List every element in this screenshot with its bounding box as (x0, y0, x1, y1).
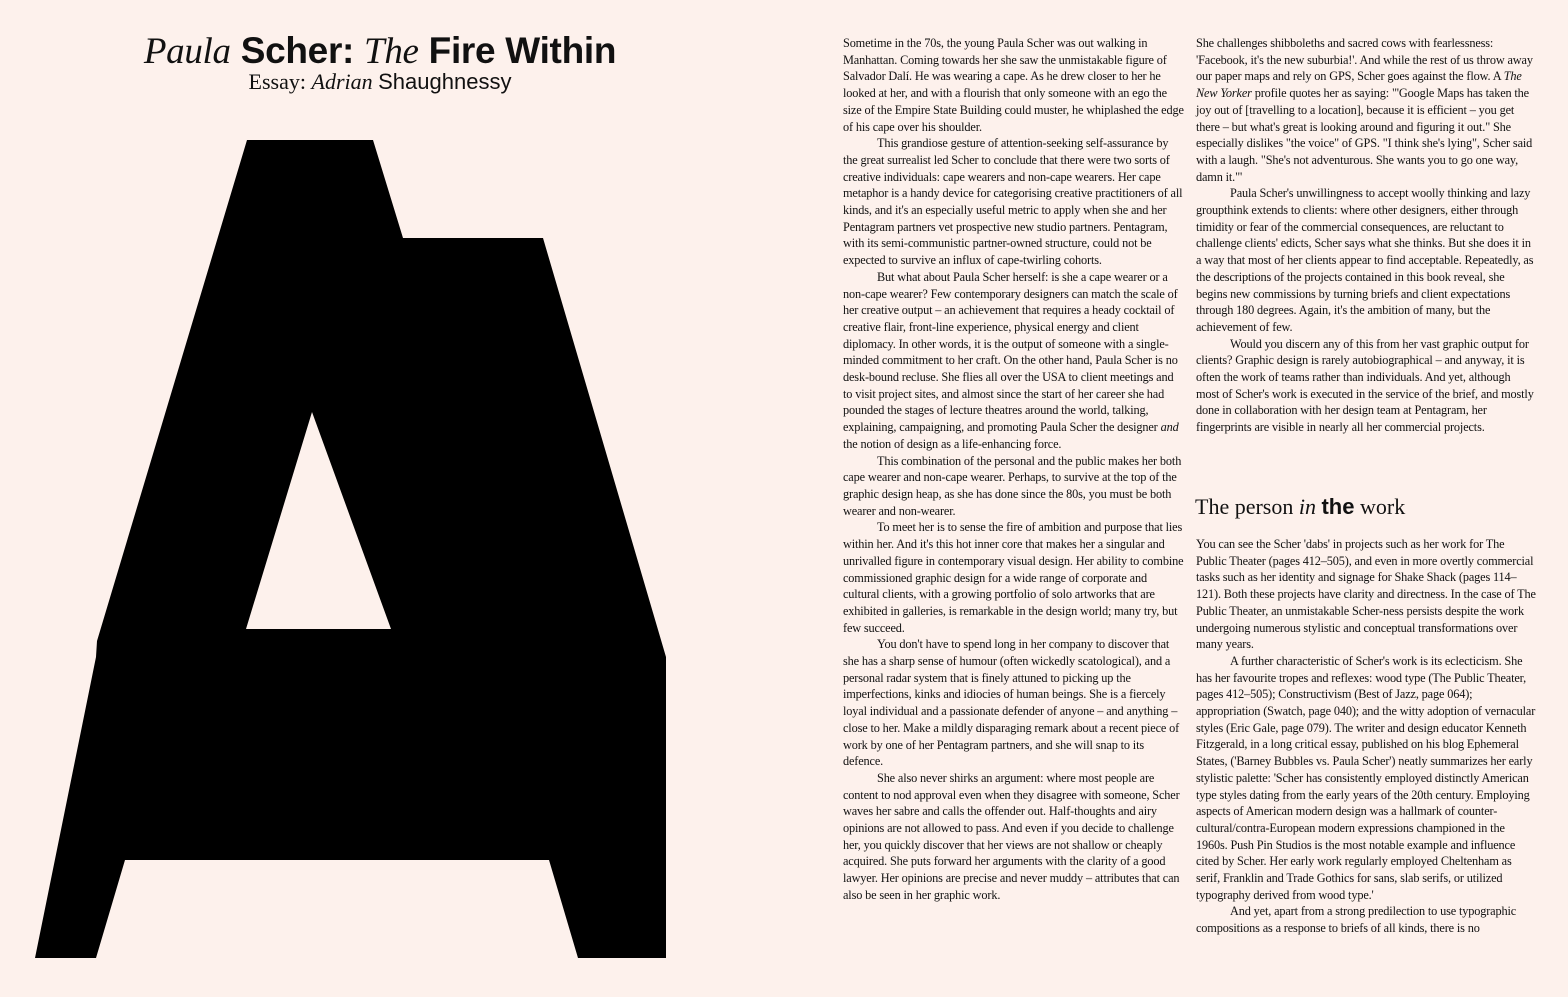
paragraph: Would you discern any of this from her vast graphic output for clients? Graphic design is rarely autobiographical – and anyway, it is often the work of teams rather than individuals. And yet, although most of Scher's work is executed in the service of the brief, and mostly done in collaboration with her design team at Pentagram, her fingerprints are visible in nearly all her commercial projects. (1196, 336, 1534, 435)
paragraph: A further characteristic of Scher's work is its eclecticism. She has her favourite tropes and reflexes: wood type (The Public Theater, pages 412–505); Constructivism (Best of Jazz, page 064); appropriation (Swatch, page 040); and the witty adoption of vernacular styles (Eric Gale, page 079). The writer and design educator Kenneth Fitzgerald, in a long critical essay, published on his blog Ephemeral States, ('Barney Bubbles vs. Paula Scher') neatly summarizes her early stylistic palette: 'Scher has consistently employed distinctly American type styles dating from the early years of the 20th century. Employing aspects of American modern design was a hallmark of counter-cultural/contra-European modern expressions championed in the 1960s. Push Pin Studios is the most notable example and influence cited by Scher. Her early work regularly employed Cheltenham as serif, Franklin and Trade Gothics for sans, slab serifs, or utilized typography derived from wood type.' (1196, 653, 1536, 902)
title-last-name: Scher: (240, 30, 355, 71)
title-rest: Fire Within (428, 30, 617, 71)
section-body (1196, 536, 1536, 937)
paragraph: You can see the Scher 'dabs' in projects such as her work for The Public Theater (pages 412–505), and even in more overtly commercial tasks such as her identity and signage for Shake Shack (pages 114–121). Both these projects have clarity and directness. In the case of The Public Theater, an unmistakable Scher-ness persists despite the work undergoing numerous stylistic and conceptual transformations over many years. (1196, 537, 1536, 652)
essay-label: Essay: (248, 69, 306, 94)
title-first-name: Paula (143, 31, 231, 72)
essay-column-2 (1196, 35, 1536, 436)
paragraph: Sometime in the 70s, the young Paula Scher was out walking in Manhattan. Coming towards her she saw the unmistakable figure of Salvador Dalí. He was wearing a cape. As he drew closer to her he looked at her, and with a flourish that only someone with an ego the size of the Empire State Building could muster, he whiplashed the edge of his cape over his shoulder. (843, 36, 1184, 134)
drop-letter-a (0, 0, 760, 997)
section-heading: The person in the work (1195, 494, 1406, 519)
publication-name: The New Yorker (1196, 69, 1522, 101)
paragraph: Paula Scher's unwillingness to accept woolly thinking and lazy groupthink extends to clients: where other designers, either through timidity or fear of the commercial consequences, are reluctant to challenge clients' edicts, Scher says what she thinks. But she does it in a way that most of her clients appear to find acceptable. Repeatedly, as the descriptions of the projects contained in this book reveal, she begins new commissions by turning briefs and client expectations through 180 degrees. Again, it's the ambition of many, but the achievement of few. (1196, 186, 1534, 334)
paragraph: She also never shirks an argument: where most people are content to nod approval even when they disagree with someone, Scher waves her sabre and calls the offender out. Half-thoughts and airy opinions are not allowed to pass. And even if you decide to challenge her, you quickly discover that her views are not shallow or cheaply acquired. She puts forward her arguments with the clarity of a good lawyer. Her opinions are precise and never muddy – attributes that can also be seen in her graphic work. (843, 770, 1180, 902)
author-first-name: Adrian (311, 69, 373, 94)
paragraph: This grandiose gesture of attention-seeking self-assurance by the great surrealist led Scher to conclude that there were two sorts of creative individuals: cape wearers and non-cape wearers. Her cape metaphor is a handy device for categorising creative practitioners of all kinds, and it's an especially useful metric to apply when she and her Pentagram partners vet prospective new studio partners. Pentagram, with its semi-communistic partner-owned structure, could not be expected to survive an influx of cape-twirling cohorts. (843, 136, 1183, 268)
title-the: The (364, 31, 419, 72)
italic-emphasis: and (1160, 420, 1179, 435)
paragraph: This combination of the personal and the public makes her both cape wearer and non-cape wearer. Perhaps, to survive at the top of the graphic design heap, as she has done since the 80s, you must be both wearer and non-wearer. (843, 453, 1182, 518)
author-last-name: Shaughnessy (378, 69, 512, 94)
paragraph: But what about Paula Scher herself: is she a cape wearer or a non-cape wearer? Few contemporary designers can match the scale of her creative output – an achievement that requires a heady cocktail of creative flair, front-line experience, physical energy and client diplomacy. In other words, it is the output of someone with a single-minded commitment to her craft. On the other hand, Paula Scher is no desk-bound recluse. She flies all over the USA to client meetings and to visit project sites, and almost since the start of her career she had pounded the stages of lecture theatres around the world, talking, explaining, campaigning, and promoting Paula Scher the designer and the notion of design as a life-enhancing force. (843, 269, 1179, 451)
paragraph: She challenges shibboleths and sacred cows with fearlessness: 'Facebook, it's the new suburbia!'. And while the rest of us throw away our paper maps and rely on GPS, Scher goes against the flow. A The New Yorker profile quotes her as saying: "'Google Maps has taken the joy out of [travelling to a location], because it is efficient – you get there – but what's great is looking around and figuring it out." She especially dislikes "the voice" of GPS. "I think she's lying", Scher said with a laugh. "She's not adventurous. She wants you to go one way, damn it."' (1196, 36, 1533, 184)
essay-column-1 (843, 35, 1185, 904)
paragraph: To meet her is to sense the fire of ambition and purpose that lies within her. And it's this hot inner core that makes her a singular and unrivalled figure in contemporary visual design. Her ability to combine commissioned graphic design for a wide range of corporate and cultural clients, with a growing portfolio of solo artworks that are exhibited in galleries, is remarkable in the design world; many try, but few succeed. (843, 520, 1184, 635)
paragraph: And yet, apart from a strong predilection to use typographic compositions as a response to briefs of all kinds, there is no (1196, 904, 1517, 936)
paragraph: You don't have to spend long in her company to discover that she has a sharp sense of humour (often wickedly scatological), and a personal radar system that is finely attuned to picking up the imperfections, kinks and idiocies of human beings. She is a fiercely loyal individual and a passionate defender of anyone – and anything – close to her. Make a mildly disparaging remark about a recent piece of work by one of her Pentagram partners, and she will snap to its defence. (843, 637, 1180, 769)
